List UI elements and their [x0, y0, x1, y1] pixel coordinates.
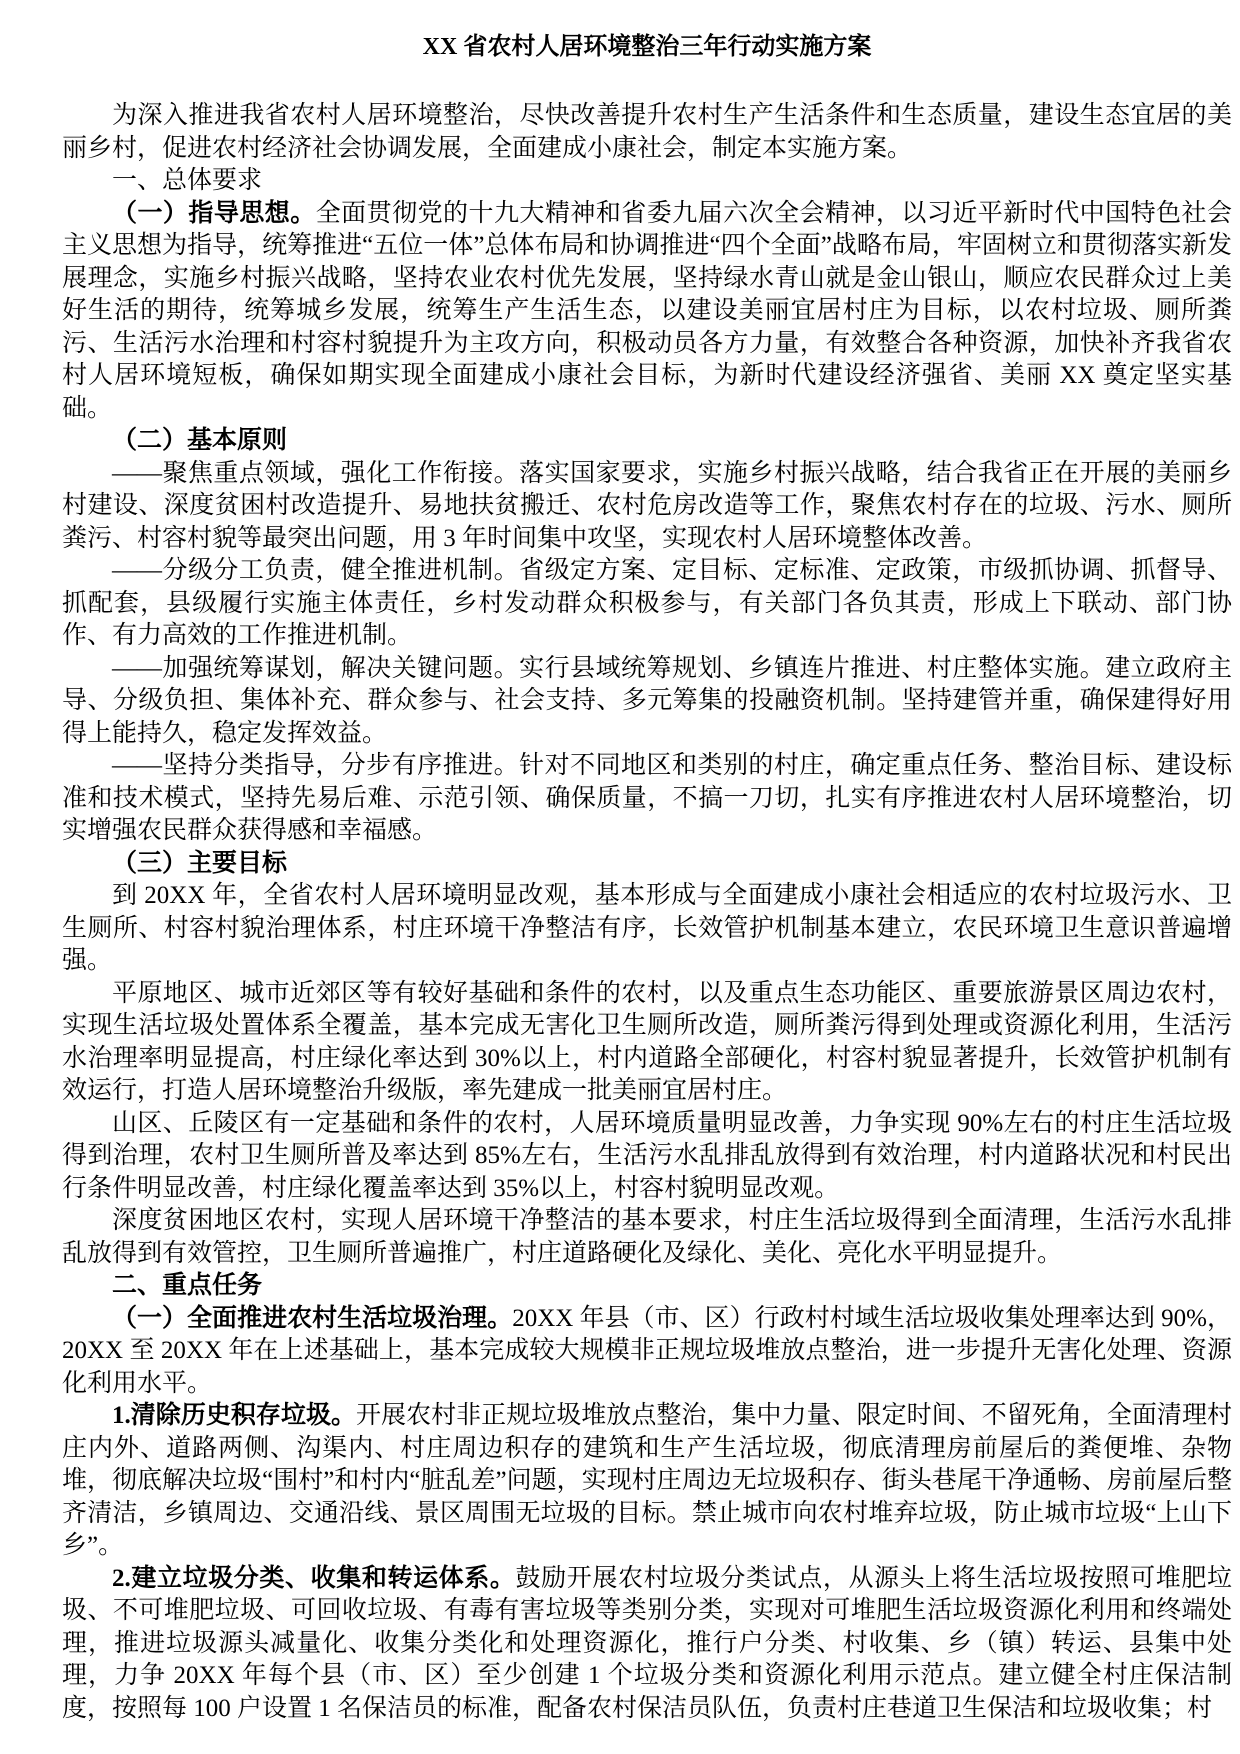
- document-content: [62, 33, 1232, 1725]
- text-run: ——坚持分类指导，分步有序推进。针对不同地区和类别的村庄，确定重点任务、整治目标、建设标准和技术模式，坚持先易后难、示范引领、确保质量，不搞一刀切，扎实有序推进农村人居环境整治，切实增强农民群众获得感和幸福感。: [62, 752, 1232, 844]
- text-run: 全面贯彻党的十九大精神和省委九届六次全会精神，以习近平新时代中国特色社会主义思想为指导，统筹推进“五位一体”总体布局和协调推进“四个全面”战略布局，牢固树立和贯彻落实新发展理念，实施乡村振兴战略，坚持农业农村优先发展，坚持绿水青山就是金山银山，顺应农民群众过上美好生活的期待，统筹城乡发展，统筹生产生活生态，以建设美丽宜居村庄为目标，以农村垃圾、厕所粪污、生活污水治理和村容村貌提升为主攻方向，积极动员各方力量，有效整合各种资源，加快补齐我省农村人居环境短板，确保如期实现全面建成小康社会目标，为新时代建设经济强省、美丽 XX 奠定坚实基础。: [62, 199, 1232, 422]
- text-run: ——聚焦重点领域，强化工作衔接。落实国家要求，实施乡村振兴战略，结合我省正在开展的美丽乡村建设、深度贫困村改造提升、易地扶贫搬迁、农村危房改造等工作，聚焦农村存在的垃圾、污水、厕所粪污、村容村貌等最突出问题，用 3 年时间集中攻坚，实现农村人居环境整体改善。: [62, 459, 1232, 552]
- paragraph: [62, 1563, 1232, 1726]
- bold-run: 2.建立垃圾分类、收集和转运体系。: [112, 1564, 516, 1592]
- text-run: 平原地区、城市近郊区等有较好基础和条件的农村，以及重点生态功能区、重要旅游景区周边农村，实现生活垃圾处置体系全覆盖，基本完成无害化卫生厕所改造，厕所粪污得到处理或资源化利用，生活污水治理率明显提高，村庄绿化率达到 30%以上，村内道路全部硬化，村容村貌显著提升，长效管护机制有效运行，打造人居环境整治升级版，率先建成一批美丽宜居村庄。: [62, 979, 1232, 1104]
- text-run: 深度贫困地区农村，实现人居环境干净整洁的基本要求，村庄生活垃圾得到全面清理，生活污水乱排乱放得到有效管控，卫生厕所普遍推广，村庄道路硬化及绿化、美化、亮化水平明显提升。: [62, 1207, 1232, 1267]
- text-run: 一、总体要求: [112, 167, 263, 194]
- text-run: 鼓励开展农村垃圾分类试点，从源头上将生活垃圾按照可堆肥垃圾、不可堆肥垃圾、可回收垃圾、有毒有害垃圾等类别分类，实现对可堆肥生活垃圾资源化利用和终端处理，推进垃圾源头减量化、收集分类化和处理资源化，推行户分类、村收集、乡（镇）转运、县集中处理，力争 20XX 年每个县（市、区）至少创建 1 个垃圾分类和资源化利用示范点。建立健全村庄保洁制度，按照每 100 户设置 1 名保洁员的标准，配备农村保洁员队伍，负责村庄巷道卫生保洁和垃圾收集；村: [62, 1564, 1232, 1722]
- document-title: XX 省农村人居环境整治三年行动实施方案: [422, 34, 872, 60]
- bold-run: （三）主要目标: [112, 849, 288, 877]
- paragraph: [62, 653, 1232, 751]
- paragraph: [62, 1108, 1232, 1206]
- paragraph: [62, 880, 1232, 978]
- paragraph: [62, 425, 1232, 458]
- text-run: ——加强统筹谋划，解决关键问题。实行县域统筹规划、乡镇连片推进、村庄整体实施。建立政府主导、分级负担、集体补充、群众参与、社会支持、多元筹集的投融资机制。坚持建管并重，确保建得好用得上能持久，稳定发挥效益。: [62, 654, 1232, 747]
- bold-run: （一）全面推进农村生活垃圾治理。: [112, 1304, 513, 1332]
- document-body: [62, 100, 1232, 1725]
- paragraph: [62, 1303, 1232, 1401]
- paragraph: [62, 555, 1232, 653]
- paragraph: [62, 165, 1232, 198]
- paragraph: [62, 1400, 1232, 1563]
- text-run: 20XX 年县（市、区）行政村村域生活垃圾收集处理率达到 90%，20XX 至 20XX 年在上述基础上，基本完成较大规模非正规垃圾堆放点整治，进一步提升无害化处理、资源化利用水平。: [62, 1304, 1232, 1397]
- text-run: ——分级分工负责，健全推进机制。省级定方案、定目标、定标准、定政策，市级抓协调、抓督导、抓配套，县级履行实施主体责任，乡村发动群众积极参与，有关部门各负其责，形成上下联动、部门协作、有力高效的工作推进机制。: [62, 557, 1232, 649]
- paragraph: [62, 198, 1232, 426]
- bold-run: 二、重点任务: [112, 1272, 263, 1299]
- paragraph: [62, 1270, 1232, 1303]
- paragraph: [62, 848, 1232, 881]
- text-run: 开展农村非正规垃圾堆放点整治，集中力量、限定时间、不留死角，全面清理村庄内外、道路两侧、沟渠内、村庄周边积存的建筑和生产生活垃圾，彻底清理房前屋后的粪便堆、杂物堆，彻底解决垃圾“围村”和村内“脏乱差”问题，实现村庄周边无垃圾积存、街头巷尾干净通畅、房前屋后整齐清洁，乡镇周边、交通沿线、景区周围无垃圾的目标。禁止城市向农村堆弃垃圾，防止城市垃圾“上山下乡”。: [62, 1402, 1232, 1559]
- text-run: 到 20XX 年，全省农村人居环境明显改观，基本形成与全面建成小康社会相适应的农村垃圾污水、卫生厕所、村容村貌治理体系，村庄环境干净整洁有序，长效管护机制基本建立，农民环境卫生意识普遍增强。: [62, 882, 1232, 974]
- paragraph: [62, 978, 1232, 1108]
- bold-run: （二）基本原则: [112, 427, 288, 454]
- bold-run: 1.清除历史积存垃圾。: [112, 1402, 357, 1429]
- paragraph: [62, 100, 1232, 165]
- paragraph: [62, 1205, 1232, 1270]
- text-run: 山区、丘陵区有一定基础和条件的农村，人居环境质量明显改善，力争实现 90%左右的村庄生活垃圾得到治理，农村卫生厕所普及率达到 85%左右，生活污水乱排乱放得到有效治理，村内道路状况和村民出行条件明显改善，村庄绿化覆盖率达到 35%以上，村容村貌明显改观。: [62, 1109, 1232, 1202]
- bold-run: （一）指导思想。: [112, 199, 316, 227]
- paragraph: [62, 458, 1232, 556]
- paragraph: [62, 750, 1232, 848]
- text-run: 为深入推进我省农村人居环境整治，尽快改善提升农村生产生活条件和生态质量，建设生态宜居的美丽乡村，促进农村经济社会协调发展，全面建成小康社会，制定本实施方案。: [62, 102, 1232, 162]
